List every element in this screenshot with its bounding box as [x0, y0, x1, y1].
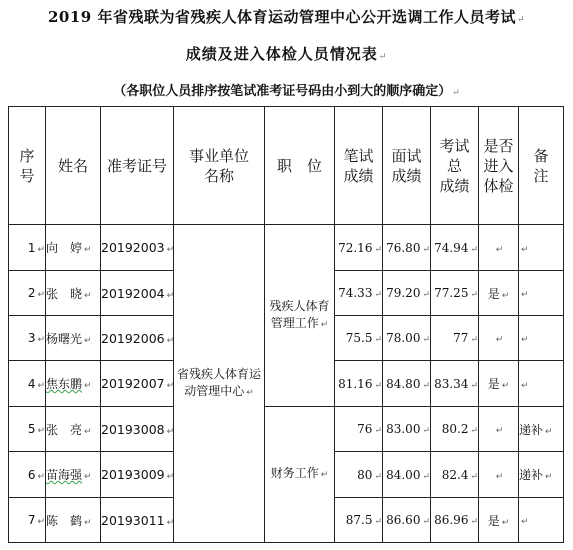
document-subtitle: （各职位人员排序按笔试准考证号码由小到大的顺序确定）↵	[113, 84, 460, 99]
cell-note: ↵	[519, 316, 564, 361]
cell-name: 张 亮 ↵	[46, 407, 101, 452]
results-table	[8, 106, 564, 543]
cell-physical: 是 ↵	[479, 271, 519, 316]
cell-no: 4 ↵	[9, 361, 46, 407]
cell-no: 7 ↵	[9, 498, 46, 543]
cell-written: 75.5 ↵	[335, 316, 383, 361]
cell-position-sports-mgmt: 残疾人体育管理工作 ↵	[265, 225, 335, 407]
header-exam-id: 准考证号	[101, 107, 174, 225]
table-row	[9, 407, 564, 452]
cell-no: 5 ↵	[9, 407, 46, 452]
table-row	[9, 225, 564, 271]
cell-no: 6 ↵	[9, 452, 46, 498]
cell-note: 递补 ↵	[519, 452, 564, 498]
cell-interview: 76.80 ↵	[383, 225, 431, 271]
cell-interview: 86.60 ↵	[383, 498, 431, 543]
cell-written: 80 ↵	[335, 452, 383, 498]
cell-name: 陈 鹤 ↵	[46, 498, 101, 543]
cell-exam-id: 20192004 ↵	[101, 271, 174, 316]
header-unit: 事业单位 名称	[174, 107, 265, 225]
cell-exam-id: 20192006 ↵	[101, 316, 174, 361]
cell-position-finance: 财务工作 ↵	[265, 407, 335, 543]
cell-name: 张 晓 ↵	[46, 271, 101, 316]
cell-interview: 84.80 ↵	[383, 361, 431, 407]
cell-name: 杨曙光 ↵	[46, 316, 101, 361]
header-note: 备 注	[519, 107, 564, 225]
cell-total: 80.2 ↵	[431, 407, 479, 452]
document-title: 2019 年省残联为省残疾人体育运动管理中心公开选调工作人员考试↵	[47, 8, 526, 26]
cell-physical: ↵	[479, 225, 519, 271]
cell-note: ↵	[519, 271, 564, 316]
cell-name: 苗海强 ↵	[46, 452, 101, 498]
cell-no: 3 ↵	[9, 316, 46, 361]
cell-interview: 84.00 ↵	[383, 452, 431, 498]
cell-total: 86.96 ↵	[431, 498, 479, 543]
cell-exam-id: 20193008 ↵	[101, 407, 174, 452]
cell-total: 82.4 ↵	[431, 452, 479, 498]
cell-total: 83.34 ↵	[431, 361, 479, 407]
cell-note: ↵	[519, 361, 564, 407]
cell-exam-id: 20192003 ↵	[101, 225, 174, 271]
cell-written: 74.33 ↵	[335, 271, 383, 316]
header-total-score: 考试 总 成绩	[431, 107, 479, 225]
cell-name: 焦东鹏 ↵	[46, 361, 101, 407]
cell-total: 74.94 ↵	[431, 225, 479, 271]
header-row	[9, 107, 564, 225]
cell-unit-name: 省残疾人体育运动管理中心 ↵	[174, 225, 265, 543]
cell-written: 76 ↵	[335, 407, 383, 452]
cell-physical: ↵	[479, 316, 519, 361]
header-interview-score: 面试 成绩	[383, 107, 431, 225]
header-physical-exam: 是否 进入 体检	[479, 107, 519, 225]
cell-physical: 是 ↵	[479, 498, 519, 543]
cell-no: 1 ↵	[9, 225, 46, 271]
cell-written: 72.16 ↵	[335, 225, 383, 271]
cell-note: 递补 ↵	[519, 407, 564, 452]
cell-name: 向 婷 ↵	[46, 225, 101, 271]
header-written-score: 笔试 成绩	[335, 107, 383, 225]
header-position: 职 位	[265, 107, 335, 225]
cell-note: ↵	[519, 498, 564, 543]
cell-interview: 83.00 ↵	[383, 407, 431, 452]
cell-no: 2 ↵	[9, 271, 46, 316]
cell-physical: ↵	[479, 452, 519, 498]
cell-total: 77 ↵	[431, 316, 479, 361]
cell-note: ↵	[519, 225, 564, 271]
header-name: 姓名	[46, 107, 101, 225]
cell-physical: 是 ↵	[479, 361, 519, 407]
cell-written: 87.5 ↵	[335, 498, 383, 543]
header-no: 序 号	[9, 107, 46, 225]
cell-physical: ↵	[479, 407, 519, 452]
cell-interview: 78.00 ↵	[383, 316, 431, 361]
cell-exam-id: 20193009 ↵	[101, 452, 174, 498]
cell-interview: 79.20 ↵	[383, 271, 431, 316]
cell-exam-id: 20192007 ↵	[101, 361, 174, 407]
cell-total: 77.25 ↵	[431, 271, 479, 316]
cell-written: 81.16 ↵	[335, 361, 383, 407]
cell-exam-id: 20193011 ↵	[101, 498, 174, 543]
document-title-line2: 成绩及进入体检人员情况表↵	[185, 45, 388, 63]
